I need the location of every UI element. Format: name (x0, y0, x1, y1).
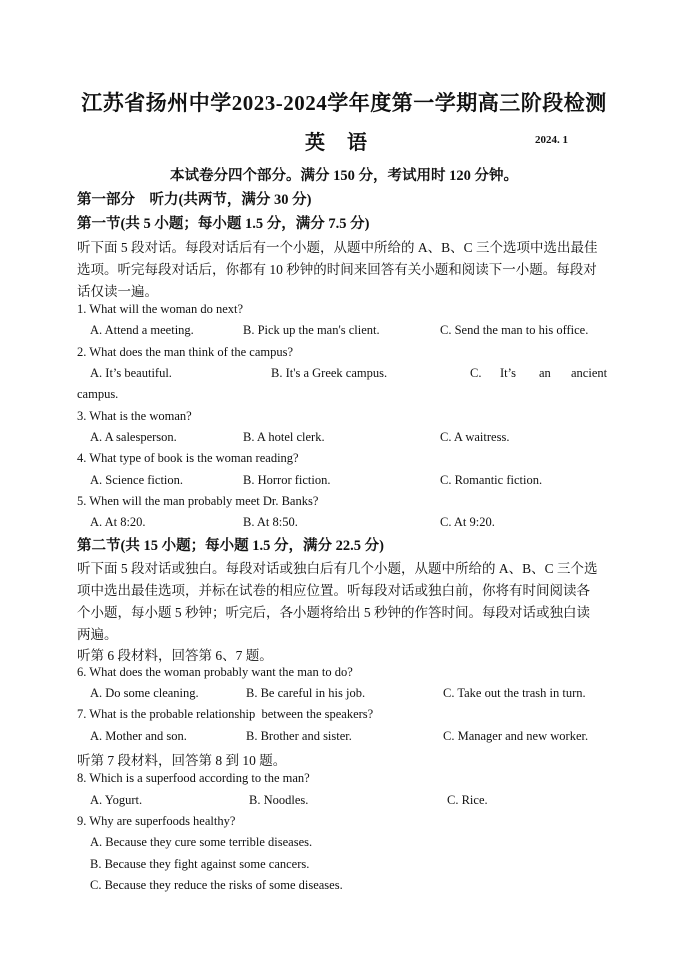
option-b: B. Because they fight against some cancers. (90, 857, 310, 871)
question-3: 3. What is the woman? (77, 409, 192, 423)
exam-intro: 本试卷分四个部分。满分 150 分，考试用时 120 分钟。 (170, 168, 518, 184)
section1-instructions-line: 听下面 5 段对话。每段对话后有一个小题，从题中所给的 A、B、C 三个选项中选出最佳 (77, 240, 598, 255)
option-a: A. Because they cure some terrible diseases. (90, 835, 313, 849)
question-7: 7. What is the probable relationship between the speakers? (77, 707, 374, 721)
option-a: A. Do some cleaning. (90, 686, 199, 700)
section2-heading: 第二节(共 15 小题；每小题 1.5 分，满分 22.5 分) (77, 538, 384, 554)
section2-instructions-line: 听下面 5 段对话或独白。每段对话或独白后有几个小题，从题中所给的 A、B、C 三个选 (77, 561, 598, 576)
section1-instructions-line: 话仅读一遍。 (77, 284, 158, 299)
option-a: A. Yogurt. (90, 793, 143, 807)
question-6: 6. What does the woman probably want the man to do? (77, 665, 353, 679)
option-a: A. Attend a meeting. (90, 323, 194, 337)
question-8: 8. Which is a superfood according to the man? (77, 771, 310, 785)
option-a: A. At 8:20. (90, 515, 146, 529)
section2-instructions-line: 个小题，每小题 5 秒钟；听完后，各小题将给出 5 秒钟的作答时间。每段对话或独白读 (77, 605, 590, 620)
option-b: B. Horror fiction. (243, 473, 331, 487)
exam-date: 2024. 1 (535, 134, 568, 146)
question-2: 2. What does the man think of the campus? (77, 345, 294, 359)
exam-title: 江苏省扬州中学2023-2024学年度第一学期高三阶段检测 (81, 91, 607, 115)
option-a: A. A salesperson. (90, 430, 177, 444)
question-1: 1. What will the woman do next? (77, 302, 244, 316)
question-5: 5. When will the man probably meet Dr. Banks? (77, 494, 319, 508)
subject-title: 英语 (305, 132, 389, 154)
option-b: B. It's a Greek campus. (271, 366, 388, 380)
option-c: C. Because they reduce the risks of some diseases. (90, 878, 343, 892)
option-c-word: an (539, 366, 551, 380)
option-c: C. Manager and new worker. (443, 729, 589, 743)
option-c: C. Romantic fiction. (440, 473, 543, 487)
option-b: B. Noodles. (249, 793, 309, 807)
option-b: B. At 8:50. (243, 515, 298, 529)
option-c: C. At 9:20. (440, 515, 495, 529)
option-c: C. A waitress. (440, 430, 510, 444)
option-b: B. Pick up the man's client. (243, 323, 380, 337)
section1-instructions-line: 选项。听完每段对话后，你都有 10 秒钟的时间来回答有关小题和阅读下一小题。每段对 (77, 262, 597, 277)
section2-instructions-line: 两遍。 (77, 627, 118, 642)
option-a: A. Science fiction. (90, 473, 184, 487)
question-9: 9. Why are superfoods healthy? (77, 814, 236, 828)
option-c: C. Rice. (447, 793, 488, 807)
section1-heading: 第一节(共 5 小题；每小题 1.5 分，满分 7.5 分) (77, 216, 370, 232)
option-c: C. Take out the trash in turn. (443, 686, 586, 700)
option-c-continuation: campus. (77, 387, 119, 401)
part1-heading: 第一部分 听力(共两节，满分 30 分) (77, 192, 312, 208)
material-6-label: 听第 6 段材料，回答第 6、7 题。 (77, 648, 273, 663)
option-c: C. (470, 366, 482, 380)
material-7-label: 听第 7 段材料，回答第 8 到 10 题。 (77, 753, 287, 768)
option-c: C. Send the man to his office. (440, 323, 589, 337)
option-b: B. A hotel clerk. (243, 430, 325, 444)
option-c-word: ancient (571, 366, 608, 380)
option-a: A. It’s beautiful. (90, 366, 172, 380)
section2-instructions-line: 项中选出最佳选项，并标在试卷的相应位置。听每段对话或独白前，你将有时间阅读各 (77, 583, 590, 598)
question-4: 4. What type of book is the woman reading? (77, 451, 299, 465)
option-b: B. Brother and sister. (246, 729, 352, 743)
option-b: B. Be careful in his job. (246, 686, 366, 700)
option-c-word: It’s (500, 366, 516, 380)
option-a: A. Mother and son. (90, 729, 187, 743)
